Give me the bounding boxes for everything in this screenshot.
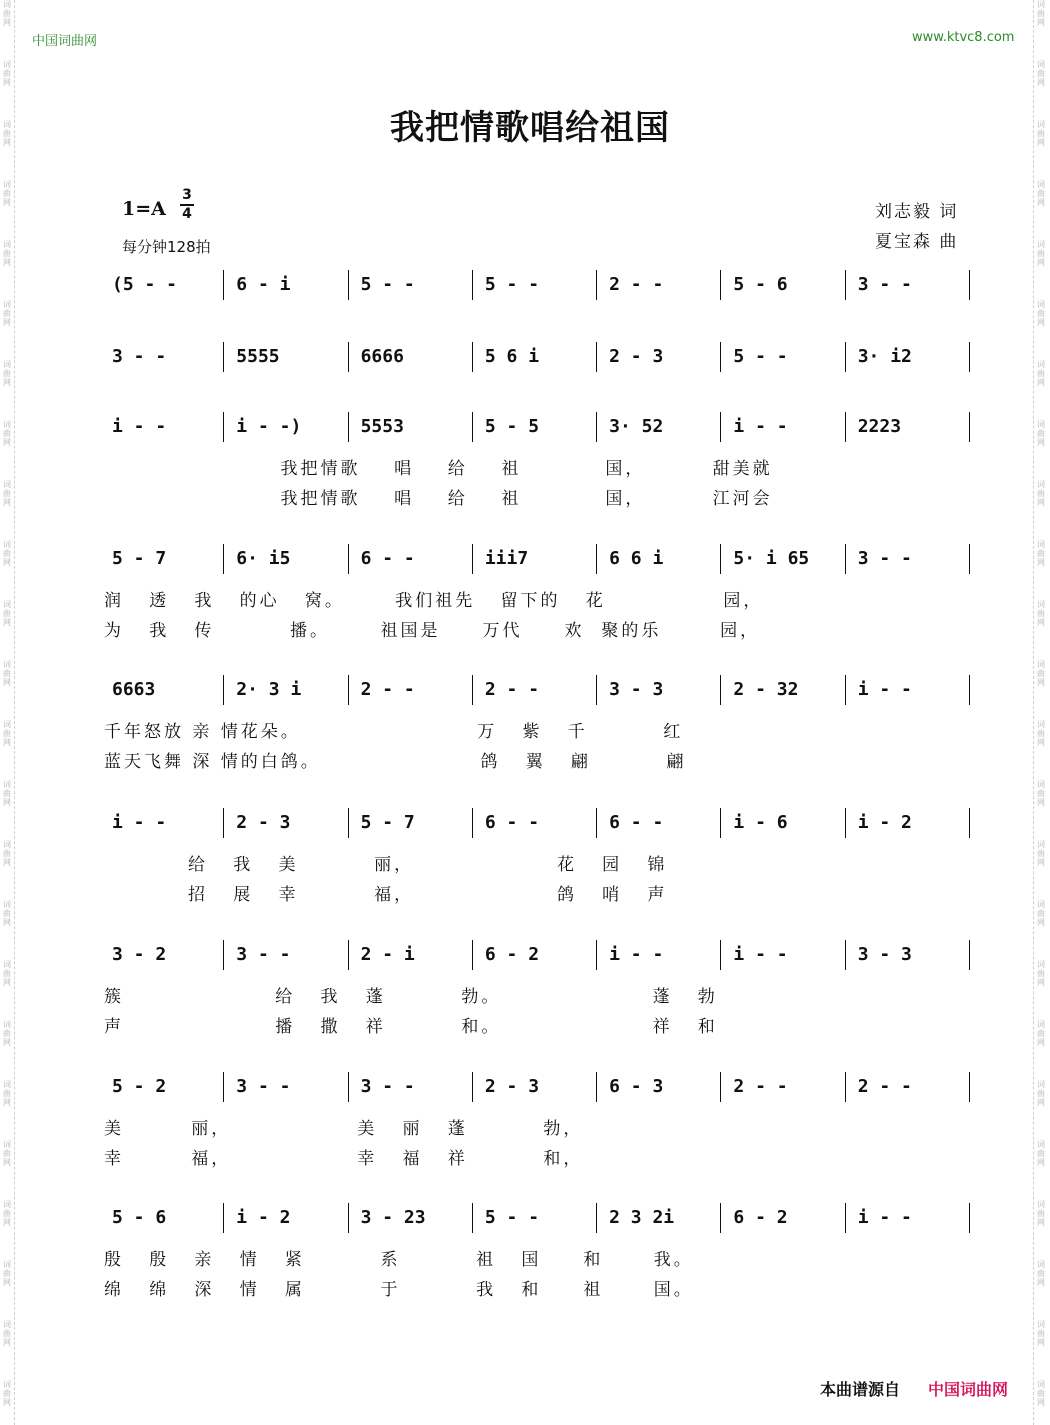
lyric-line: 为 我 传 播。 祖国是 万代 欢 聚的乐 园，	[104, 621, 761, 641]
measure-line	[100, 940, 970, 970]
side-mark: 词曲网	[3, 840, 11, 867]
tempo-marking: 每分钟128拍	[122, 238, 211, 256]
measure: 6· i5	[223, 544, 347, 574]
lyric-line: 美 丽， 美 丽 蓬 勃，	[104, 1119, 584, 1139]
measure: 6 - 2	[720, 1203, 844, 1233]
measure: 3 - -	[112, 346, 167, 367]
side-mark: 词曲网	[3, 180, 11, 207]
measure: 6 - -	[472, 808, 596, 838]
side-mark: 词曲网	[1037, 300, 1045, 327]
measure: 3 - -	[845, 544, 970, 574]
side-mark: 词曲网	[3, 720, 11, 747]
measure: 5· i 65	[720, 544, 844, 574]
score-row	[100, 544, 970, 664]
measure: 5 - 6	[720, 270, 844, 300]
side-mark: 词曲网	[3, 240, 11, 267]
lyric-line: 给 我 美 丽， 花 园 锦	[104, 855, 668, 875]
side-mark: 词曲网	[3, 1140, 11, 1167]
measure: 5 - 6	[112, 1207, 167, 1228]
measure: 6 - 2	[472, 940, 596, 970]
measure: i - -	[845, 1203, 970, 1233]
side-mark: 词曲网	[3, 120, 11, 147]
measure: 6 - -	[596, 808, 720, 838]
side-mark: 词曲网	[1037, 960, 1045, 987]
measure: 3· 52	[596, 412, 720, 442]
side-mark: 词曲网	[1037, 600, 1045, 627]
measure: iii7	[472, 544, 596, 574]
lyricist-credit: 刘志毅 词	[875, 202, 959, 222]
measure-line	[100, 675, 970, 705]
measure: 3 - 3	[596, 675, 720, 705]
side-mark: 词曲网	[3, 780, 11, 807]
measure: 3 - -	[223, 940, 347, 970]
source-label: 本曲谱源自	[820, 1380, 901, 1399]
source-site-link[interactable]: 中国词曲网	[928, 1380, 1009, 1399]
measure: i - 6	[720, 808, 844, 838]
side-mark: 词曲网	[1037, 180, 1045, 207]
measure: i - -	[596, 940, 720, 970]
measure: 2 - -	[720, 1072, 844, 1102]
time-signature-top: 3	[182, 187, 192, 203]
side-mark: 词曲网	[3, 1320, 11, 1347]
side-mark: 词曲网	[3, 540, 11, 567]
measure: 2· 3 i	[223, 675, 347, 705]
side-mark: 词曲网	[1037, 1080, 1045, 1107]
side-mark: 词曲网	[3, 960, 11, 987]
time-signature-bottom: 4	[182, 206, 192, 222]
measure: i - -)	[223, 412, 347, 442]
left-watermark-strip	[0, 0, 15, 1425]
lyric-line: 绵 绵 深 情 属 于 我 和 祖 国。	[104, 1280, 694, 1300]
side-mark: 词曲网	[3, 480, 11, 507]
measure-line	[100, 270, 970, 300]
side-mark: 词曲网	[1037, 240, 1045, 267]
time-signature	[180, 188, 194, 222]
side-mark: 词曲网	[1037, 1020, 1045, 1047]
measure: 2 - 32	[720, 675, 844, 705]
measure: 3 - 3	[845, 940, 970, 970]
side-mark: 词曲网	[3, 300, 11, 327]
side-mark: 词曲网	[1037, 0, 1045, 27]
measure: 2 - 3	[472, 1072, 596, 1102]
measure: 2 - -	[596, 270, 720, 300]
side-mark: 词曲网	[3, 900, 11, 927]
lyric-line: 殷 殷 亲 情 紧 系 祖 国 和 我。	[104, 1250, 694, 1270]
measure: i - -	[720, 412, 844, 442]
measure: 5 - -	[472, 270, 596, 300]
measure: 3 - 23	[348, 1203, 472, 1233]
song-title: 我把情歌唱给祖国	[390, 108, 670, 148]
measure: 5 - 7	[348, 808, 472, 838]
measure: 6 - 3	[596, 1072, 720, 1102]
side-mark: 词曲网	[1037, 780, 1045, 807]
side-mark: 词曲网	[3, 1080, 11, 1107]
measure: 5 6 i	[472, 342, 596, 372]
side-mark: 词曲网	[1037, 540, 1045, 567]
measure: 6 - -	[348, 544, 472, 574]
measure: 5555	[223, 342, 347, 372]
measure: i - -	[845, 675, 970, 705]
side-mark: 词曲网	[1037, 60, 1045, 87]
site-url-link[interactable]: www.ktvc8.com	[912, 30, 1015, 45]
score-row	[100, 412, 970, 532]
measure: 3 - -	[348, 1072, 472, 1102]
side-mark: 词曲网	[1037, 900, 1045, 927]
lyric-line: 蓝天飞舞 深 情的白鸽。 鸽 翼 翩 翩	[104, 752, 687, 772]
side-mark: 词曲网	[1037, 840, 1045, 867]
measure: i - -	[720, 940, 844, 970]
measure: 5 - -	[720, 342, 844, 372]
score-row	[100, 808, 970, 928]
measure: 6 6 i	[596, 544, 720, 574]
side-mark: 词曲网	[3, 660, 11, 687]
measure: 2 3 2i	[596, 1203, 720, 1233]
side-mark: 词曲网	[1037, 1380, 1045, 1407]
side-mark: 词曲网	[3, 60, 11, 87]
measure: 5553	[348, 412, 472, 442]
right-watermark-strip	[1033, 0, 1048, 1425]
measure: 6 - i	[223, 270, 347, 300]
measure: i - -	[112, 812, 167, 833]
measure: 2223	[845, 412, 970, 442]
measure: 3· i2	[845, 342, 970, 372]
side-mark: 词曲网	[3, 360, 11, 387]
measure: 3 - -	[223, 1072, 347, 1102]
side-mark: 词曲网	[3, 0, 11, 27]
measure: 6663	[112, 679, 156, 700]
side-mark: 词曲网	[1037, 1140, 1045, 1167]
side-mark: 词曲网	[3, 1020, 11, 1047]
site-name-link[interactable]: 中国词曲网	[32, 34, 98, 49]
lyric-line: 簇 给 我 蓬 勃。 蓬 勃	[104, 987, 718, 1007]
measure-line	[100, 412, 970, 442]
lyric-line: 幸 福， 幸 福 祥 和，	[104, 1149, 584, 1169]
key-signature: 1=A	[122, 198, 166, 220]
side-mark: 词曲网	[1037, 480, 1045, 507]
measure: 2 - 3	[596, 342, 720, 372]
side-mark: 词曲网	[1037, 420, 1045, 447]
score-row	[100, 1072, 970, 1192]
measure: 5 - 7	[112, 548, 167, 569]
side-mark: 词曲网	[1037, 1320, 1045, 1347]
side-mark: 词曲网	[3, 600, 11, 627]
measure: 2 - -	[845, 1072, 970, 1102]
side-mark: 词曲网	[3, 420, 11, 447]
side-mark: 词曲网	[3, 1380, 11, 1407]
lyric-line: 千年怒放 亲 情花朵。 万 紫 千 红	[104, 722, 684, 742]
measure-line	[100, 808, 970, 838]
score-row	[100, 940, 970, 1060]
measure: (5 - -	[112, 274, 178, 295]
lyric-line: 润 透 我 的心 窝。 我们祖先 留下的 花 园，	[104, 591, 764, 611]
composer-credit: 夏宝森 曲	[875, 232, 959, 252]
measure: i - 2	[223, 1203, 347, 1233]
measure: 3 - 2	[112, 944, 167, 965]
lyric-line: 我把情歌 唱 给 祖 国， 江河会	[104, 489, 773, 509]
side-mark: 词曲网	[1037, 1260, 1045, 1287]
measure: i - -	[112, 416, 167, 437]
lyric-line: 声 播 撒 祥 和。 祥 和	[104, 1017, 718, 1037]
measure: 2 - -	[472, 675, 596, 705]
measure-line	[100, 1072, 970, 1102]
side-mark: 词曲网	[1037, 720, 1045, 747]
side-mark: 词曲网	[1037, 120, 1045, 147]
measure-line	[100, 1203, 970, 1233]
side-mark: 词曲网	[1037, 660, 1045, 687]
measure: 5 - 5	[472, 412, 596, 442]
measure-line	[100, 342, 970, 372]
measure: 2 - 3	[223, 808, 347, 838]
side-mark: 词曲网	[3, 1260, 11, 1287]
side-mark: 词曲网	[1037, 1200, 1045, 1227]
score-row	[100, 1203, 970, 1323]
measure: 2 - -	[348, 675, 472, 705]
measure: 5 - -	[472, 1203, 596, 1233]
lyric-line: 招 展 幸 福， 鸽 哨 声	[104, 885, 668, 905]
measure: 3 - -	[845, 270, 970, 300]
side-mark: 词曲网	[1037, 360, 1045, 387]
measure: i - 2	[845, 808, 970, 838]
measure: 5 - 2	[112, 1076, 167, 1097]
measure: 5 - -	[348, 270, 472, 300]
measure-line	[100, 544, 970, 574]
score-row	[100, 675, 970, 795]
measure: 6666	[348, 342, 472, 372]
measure: 2 - i	[348, 940, 472, 970]
side-mark: 词曲网	[3, 1200, 11, 1227]
lyric-line: 我把情歌 唱 给 祖 国， 甜美就	[104, 459, 773, 479]
